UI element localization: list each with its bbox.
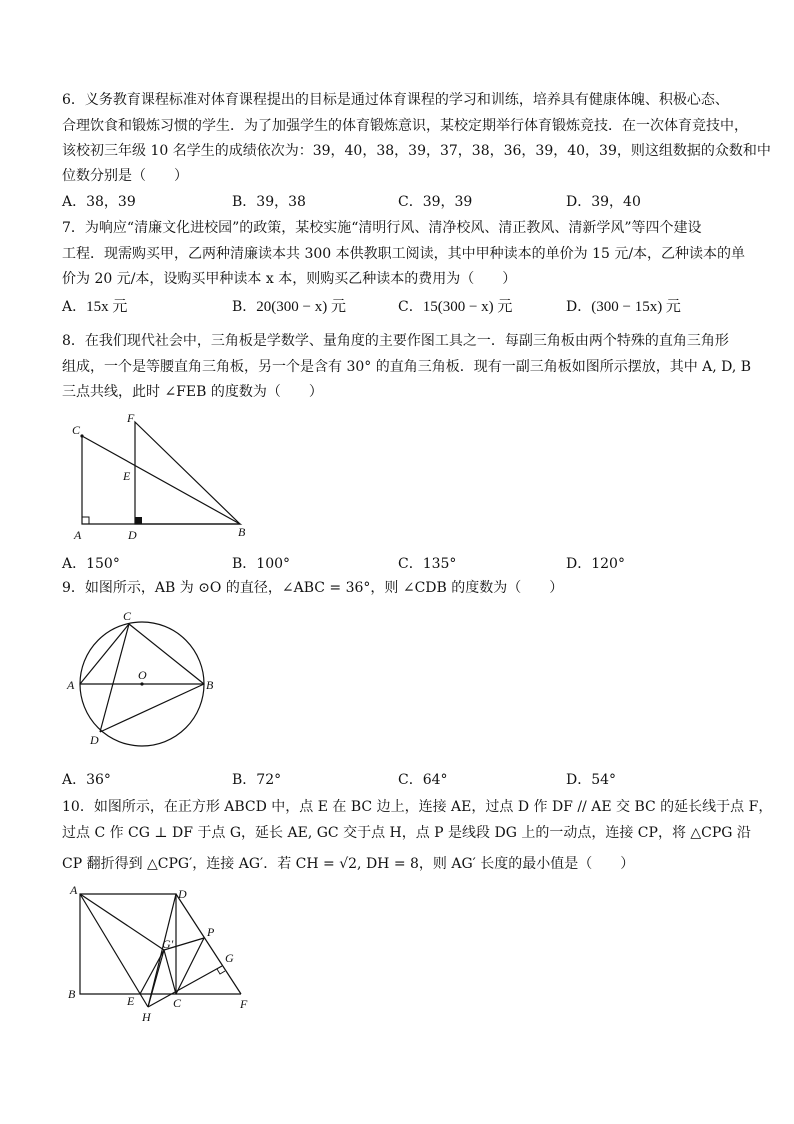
q7-option-a-label: A． bbox=[62, 299, 87, 315]
q10-label-g-prime: G′ bbox=[162, 937, 174, 951]
q8-label-b: B bbox=[238, 525, 246, 539]
q10-segment-g-prime-h bbox=[148, 950, 164, 1007]
q7-line-1: 7．为响应“清廉文化进校园”的政策，某校实施“清明行风、清净校风、清正教风、清新学风”等四个建设 bbox=[62, 220, 702, 236]
q8-label-e: E bbox=[123, 469, 131, 483]
q8-line-2: 组成，一个是等腰直角三角板，另一个是含有 30° 的直角三角板．现有一副三角板如图所示摆放，其中 A, D, B bbox=[62, 359, 752, 375]
q9-label-c: C bbox=[123, 609, 132, 623]
q8-right-angle-d bbox=[135, 517, 142, 524]
q10-segment-hg bbox=[148, 966, 222, 1007]
q9-label-b: B bbox=[206, 678, 214, 692]
q9-option-b[interactable]: B．72° bbox=[232, 772, 282, 788]
q6-line-1: 6．义务教育课程标准对体育课程提出的目标是通过体育课程的学习和训练，培养具有健康体魄、积极心态、 bbox=[62, 92, 729, 108]
q7-option-c-value: 15(300 − x) 元 bbox=[422, 299, 513, 315]
q8-label-f: F bbox=[127, 411, 135, 425]
q10-segment-ag-prime bbox=[80, 894, 164, 950]
q10-figure bbox=[60, 884, 270, 1024]
q8-option-d[interactable]: D．120° bbox=[566, 556, 625, 572]
q10-segment-cg-prime bbox=[164, 950, 176, 994]
q7-line-3: 价为 20 元/本，设购买甲种读本 x 本，则购买乙种读本的费用为（ ） bbox=[62, 271, 517, 287]
q7-option-b-value: 20(300 − x) 元 bbox=[256, 299, 346, 315]
q10-label-c: C bbox=[173, 996, 182, 1010]
q9-point-o bbox=[140, 682, 143, 685]
q8-point-c bbox=[80, 434, 83, 437]
q10-segment-cp bbox=[176, 938, 204, 994]
q10-label-a: A bbox=[70, 883, 78, 897]
q9-label-o: O bbox=[138, 668, 147, 682]
q8-line-3: 三点共线，此时 ∠FEB 的度数为（ ） bbox=[62, 384, 323, 400]
q8-line-1: 8．在我们现代社会中，三角板是学数学、量角度的主要作图工具之一．每副三角板由两个特殊的直角三角形 bbox=[62, 333, 729, 349]
q8-label-d: D bbox=[128, 528, 137, 542]
q10-label-h: H bbox=[142, 1010, 151, 1024]
q10-line-2: 过点 C 作 CG ⊥ DF 于点 G，延长 AE, GC 交于点 H，点 P 是线段 DG 上的一动点，连接 CP，将 △CPG 沿 bbox=[62, 825, 751, 841]
q9-segment-cd bbox=[100, 624, 129, 732]
q6-line-2: 合理饮食和锻炼习惯的学生．为了加强学生的体育锻炼意识，某校定期举行体育锻炼竞技．在一次体育竞技中， bbox=[62, 118, 748, 134]
q10-label-g: G bbox=[225, 951, 234, 965]
q7-option-b-label: B． bbox=[232, 299, 257, 315]
q7-option-a[interactable] bbox=[62, 297, 127, 317]
q9-option-d[interactable]: D．54° bbox=[566, 772, 617, 788]
q10-label-e: E bbox=[127, 994, 135, 1008]
q9-line: 9．如图所示，AB 为 ⊙O 的直径，∠ABC = 36°，则 ∠CDB 的度数为（ ） bbox=[62, 580, 564, 596]
q8-triangle-fdb bbox=[135, 422, 240, 524]
q7-option-c[interactable] bbox=[398, 297, 512, 317]
q7-option-d-value: (300 − 15x) 元 bbox=[591, 299, 681, 315]
q6-option-a[interactable]: A．38，39 bbox=[62, 194, 136, 210]
q8-label-a: A bbox=[74, 528, 82, 542]
q7-option-b[interactable] bbox=[232, 297, 346, 317]
q10-line-1: 10．如图所示，在正方形 ABCD 中，点 E 在 BC 边上，连接 AE，过点 D 作 DF // AE 交 BC 的延长线于点 F， bbox=[62, 799, 773, 815]
q10-segment-ah bbox=[80, 894, 148, 1007]
q8-triangle-cab bbox=[82, 436, 240, 524]
q8-right-angle-a bbox=[82, 517, 89, 524]
q10-label-p: P bbox=[207, 925, 215, 939]
q9-label-a: A bbox=[67, 678, 75, 692]
q6-line-4: 位数分别是（ ） bbox=[62, 168, 188, 184]
q10-label-f: F bbox=[240, 997, 248, 1011]
q9-figure bbox=[60, 608, 220, 758]
q9-option-c[interactable]: C．64° bbox=[398, 772, 448, 788]
q8-figure bbox=[60, 408, 260, 544]
q9-label-d: D bbox=[90, 733, 99, 747]
q8-label-c: C bbox=[72, 423, 81, 437]
q6-option-d[interactable]: D．39，40 bbox=[566, 194, 641, 210]
q10-label-d: D bbox=[178, 887, 187, 901]
q6-line-3: 该校初三年级 10 名学生的成绩依次为：39，40，38，39，37，38，36，39，40，39，则这组数据的众数和中 bbox=[62, 143, 771, 159]
q9-option-a[interactable]: A．36° bbox=[62, 772, 111, 788]
q6-option-b[interactable]: B．39，38 bbox=[232, 194, 306, 210]
q10-segment-g-prime-e bbox=[140, 950, 164, 994]
q7-option-d-label: D． bbox=[566, 299, 592, 315]
q7-option-d[interactable] bbox=[566, 297, 681, 317]
q8-option-c[interactable]: C．135° bbox=[398, 556, 457, 572]
q7-option-c-label: C． bbox=[398, 299, 423, 315]
q10-label-b: B bbox=[68, 987, 76, 1001]
q10-line-3: CP 翻折得到 △CPG′，连接 AG′．若 CH = √2, DH = 8，则 AG′ 长度的最小值是（ ） bbox=[62, 856, 635, 872]
q7-line-2: 工程．现需购买甲，乙两种清廉读本共 300 本供教职工阅读，其中甲种读本的单价为 15 元/本，乙种读本的单 bbox=[62, 246, 746, 262]
q8-option-b[interactable]: B．100° bbox=[232, 556, 291, 572]
q10-right-angle-g bbox=[217, 969, 225, 974]
q6-option-c[interactable]: C．39，39 bbox=[398, 194, 473, 210]
q7-option-a-value: 15x 元 bbox=[86, 299, 128, 315]
q8-option-a[interactable]: A．150° bbox=[62, 556, 120, 572]
